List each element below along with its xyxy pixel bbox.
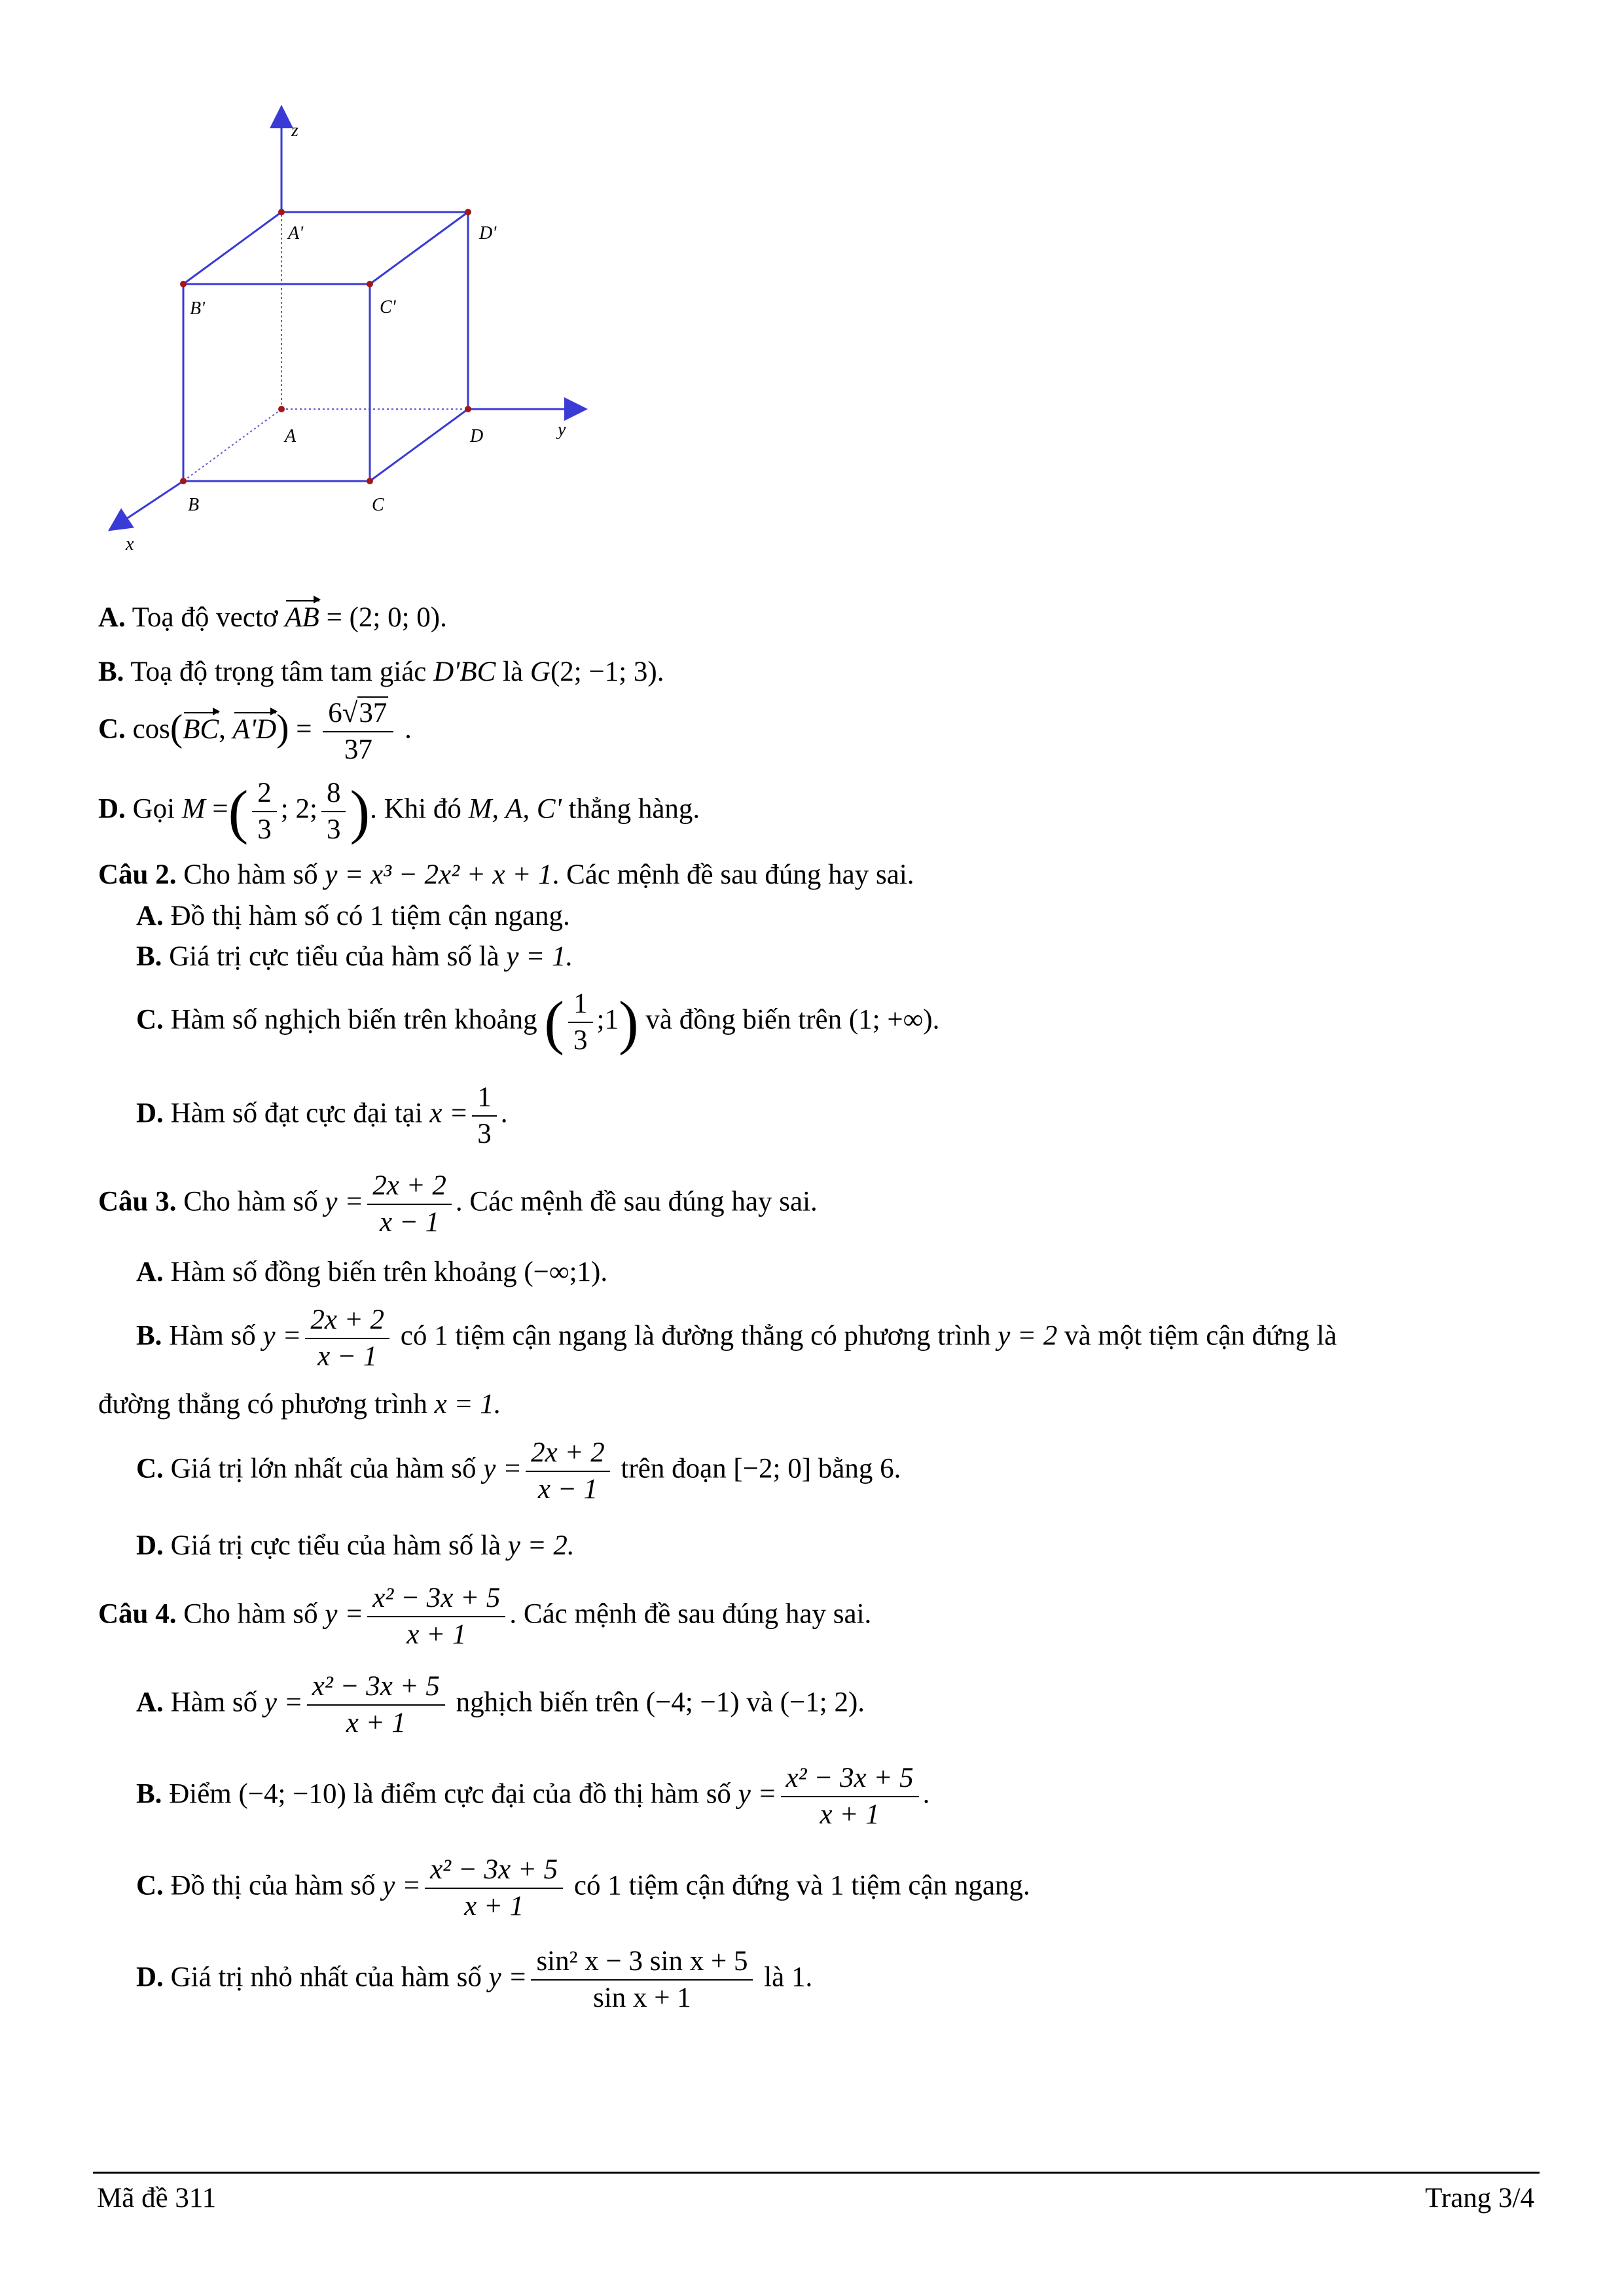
option-label: A. [136,901,164,931]
function-fraction: $\frac{\text{x² − 3x + 5}}{x + 1}$ [307,1669,445,1741]
option-text: có 1 tiệm cận đứng và 1 tiệm cận ngang. [573,1870,1030,1901]
option-text: là điểm cực đại của đồ thị hàm số [353,1778,731,1810]
option-text: Toạ độ trọng tâm tam giác [130,656,427,687]
function-fraction: $\frac{\text{x² − 3x + 5}}{x + 1}$ [781,1761,919,1833]
function-fraction: $\frac{2x + 2}{x - 1}$ [526,1435,610,1507]
option-text: Gọi [132,793,175,825]
question-text: . Các mệnh đề sau đúng hay sai. [455,1186,818,1217]
footer-divider [93,2172,1540,2174]
fraction-1-3: $\frac{1}{3}$ [568,986,593,1058]
option-text: Hàm số đạt cực đại tại [170,1098,423,1129]
question-text: Cho hàm số [183,1598,318,1630]
vertex-label-C1: C' [380,297,396,317]
vertex-dot-A [278,406,285,412]
q2-option-a [136,897,570,935]
vector-a1d: A'D [233,711,277,749]
fraction-8-3: $\frac{8}{3}$ [321,776,346,848]
y-var: y [325,859,338,890]
q1-option-a [98,599,447,637]
q1-option-b [98,653,664,691]
equals-sign: = [212,793,228,825]
asymptote-expr: x = 1. [434,1389,501,1420]
option-text: Hàm số [169,1320,256,1352]
vector-ab: AB [285,599,319,637]
q4-option-a [136,1669,865,1741]
option-text: Giá trị cực tiểu của hàm số là [169,941,499,972]
option-text: có 1 tiệm cận ngang là đường thẳng có phương trình [400,1320,991,1352]
q1-option-c: C. cos(BC, A'D) = $\frac{6√37}{37}$ . [98,696,412,768]
question-label: Câu 2. [98,859,177,890]
vertex-label-D1: D' [479,223,497,243]
question-text: Cho hàm số [183,1186,318,1217]
option-text: thẳng hàng. [568,793,700,825]
function-fraction: $\frac{\text{x² − 3x + 5}}{x + 1}$ [367,1581,505,1653]
value-expr: y = 1. [506,941,573,972]
option-label: C. [136,1870,164,1901]
interval-expr: (−∞;1). [524,1257,608,1287]
y-var: y = [262,1320,302,1352]
option-label: D. [136,1962,164,1993]
y-var: y = [382,1870,422,1901]
option-text: Giá trị cực tiểu của hàm số là [170,1530,501,1561]
option-text: Hàm số [170,1687,258,1718]
axis-label-y: y [558,420,566,440]
option-label: D. [98,793,126,825]
option-text: Đồ thị của hàm số [170,1870,376,1901]
function-fraction: $\frac{2x + 2}{x - 1}$ [367,1168,452,1240]
option-label: A. [136,1687,164,1718]
q3-option-d [136,1527,575,1565]
q3-option-b [136,1302,1337,1374]
denominator: 37 [344,734,372,765]
option-text: là 1. [764,1962,813,1993]
cube-diagram [92,92,615,563]
q4-option-d [136,1944,812,2016]
value-expr: y = 2. [507,1530,575,1561]
vertex-dot-B1 [180,281,187,287]
radicand: 37 [359,698,388,728]
vertex-label-A1: A' [288,223,304,243]
y-var: y = [738,1778,777,1810]
centroid-name: G [530,656,550,687]
question-text: . Các mệnh đề sau đúng hay sai. [509,1598,872,1630]
vector-value: = (2; 0; 0). [326,602,447,633]
vertex-label-A: A [285,426,297,446]
option-label: A. [136,1257,164,1287]
option-label: C. [136,1004,164,1035]
option-text: là [503,656,524,687]
vector-bc: BC [183,711,219,749]
q3-option-c [136,1435,901,1507]
option-text: nghịch biến trên [456,1687,640,1718]
option-label: A. [98,602,126,633]
q2-option-b [136,938,573,976]
option-text: đường thẳng có phương trình [98,1389,427,1420]
option-text: trên đoạn [621,1453,727,1484]
option-text: Hàm số đồng biến trên khoảng [170,1257,517,1287]
edge-C1D1 [370,212,468,284]
vertex-label-D: D [470,426,484,446]
q3-option-b-cont [98,1386,501,1424]
y-var: y = [264,1687,303,1718]
fraction-2-3: $\frac{2}{3}$ [252,776,277,848]
vertex-label-C: C [372,495,384,515]
interval-expr: (1; +∞). [848,1004,940,1035]
y-var: y = [325,1186,364,1217]
x-expr: x = [429,1098,469,1129]
interval-expr: [−2; 0] [733,1453,812,1484]
page-number: Trang 3/4 [1425,2183,1534,2214]
function-expr: = x³ − 2x² + x + 1 [344,859,552,890]
option-text: Giá trị lớn nhất của hàm số [170,1453,477,1484]
option-text: Đồ thị hàm số có 1 tiệm cận ngang. [170,901,570,931]
function-fraction: $\frac{2x + 2}{x - 1}$ [305,1302,389,1374]
option-label: C. [136,1453,164,1484]
coord-mid: ; 2; [280,793,317,825]
option-text: Toạ độ vectơ [132,602,278,633]
exam-code: Mã đề 311 [97,2183,217,2214]
option-text: và một tiệm cận đứng là [1064,1320,1337,1352]
centroid-value: (2; −1; 3). [550,656,664,687]
axis-label-z: z [291,120,298,141]
vertex-dot-D [465,406,471,412]
equals-sign: = [296,713,312,745]
cos-fraction: $\frac{6√37}{37}$ [323,696,393,768]
points-list: M, A, C' [468,793,562,825]
option-text: . Khi đó [370,793,461,825]
question-text: . Các mệnh đề sau đúng hay sai. [552,859,914,890]
q4-stem [98,1581,871,1653]
vertex-dot-C [367,478,373,484]
option-label: C. [98,713,126,745]
q2-option-d [136,1080,508,1152]
point-expr: (−4; −10) [238,1778,346,1810]
point-m: M [181,793,206,825]
interval-expr: (−4; −1) [645,1687,740,1718]
option-label: B. [98,656,124,687]
edge-A1B1 [183,212,281,284]
q3-option-a [136,1253,607,1291]
end-dot: . [500,1098,508,1129]
asymptote-expr: y = 2 [998,1320,1058,1352]
fraction-1-3: $\frac{1}{3}$ [472,1080,497,1152]
vertex-dot-B [180,478,187,484]
function-fraction: $\frac{\text{x² − 3x + 5}}{x + 1}$ [425,1852,563,1924]
q3-stem [98,1168,818,1240]
vertex-dot-D1 [465,209,471,215]
cube-figure [92,92,615,563]
edge-AB [183,409,281,481]
q4-option-c [136,1852,1030,1924]
option-label: B. [136,1778,162,1810]
end-dot: . [922,1778,930,1810]
option-text: Giá trị nhỏ nhất của hàm số [170,1962,482,1993]
q4-option-b [136,1761,929,1833]
q2-option-c: C. Hàm số nghịch biến trên khoảng ( $\frac{1}{3}$ ;1) và đồng biến trên (1; +∞). [136,986,939,1058]
triangle-name: D'BC [433,656,496,687]
cos-function: cos [132,713,170,745]
question-label: Câu 3. [98,1186,177,1217]
axis-label-x: x [126,534,134,554]
end-dot: . [405,713,412,745]
y-var: y = [325,1598,364,1630]
y-var: y = [483,1453,522,1484]
option-text: Hàm số nghịch biến trên khoảng [170,1004,537,1035]
x-axis [111,481,183,529]
option-text: bằng 6. [818,1453,901,1484]
option-label: B. [136,1320,162,1352]
option-label: D. [136,1098,164,1129]
option-label: B. [136,941,162,972]
edge-CD [370,409,468,481]
interval-end: ;1 [596,1004,619,1035]
question-label: Câu 4. [98,1598,177,1630]
option-text: và đồng biến trên [645,1004,842,1035]
vertex-label-B1: B' [190,298,206,319]
coef: 6 [328,698,342,728]
vertex-dot-A1 [278,209,285,215]
vertex-label-B: B [188,495,200,515]
question-text: Cho hàm số [183,859,318,890]
sin-fraction: $\frac{\text{sin² x − 3 sin x + 5}}{\text{sin x + 1}}$ [531,1944,753,2016]
vertex-dot-C1 [367,281,373,287]
option-text: và [746,1687,773,1718]
q1-option-d: D. Gọi M =( $\frac{2}{3}$ ; 2; $\frac{8}{3}$ ). Khi đó M, A, C' thẳng hàng. [98,776,700,848]
y-var: y = [488,1962,528,1993]
option-label: D. [136,1530,164,1561]
q2-stem [98,856,914,894]
option-text: Điểm [169,1778,232,1810]
interval-expr: (−1; 2). [780,1687,865,1718]
